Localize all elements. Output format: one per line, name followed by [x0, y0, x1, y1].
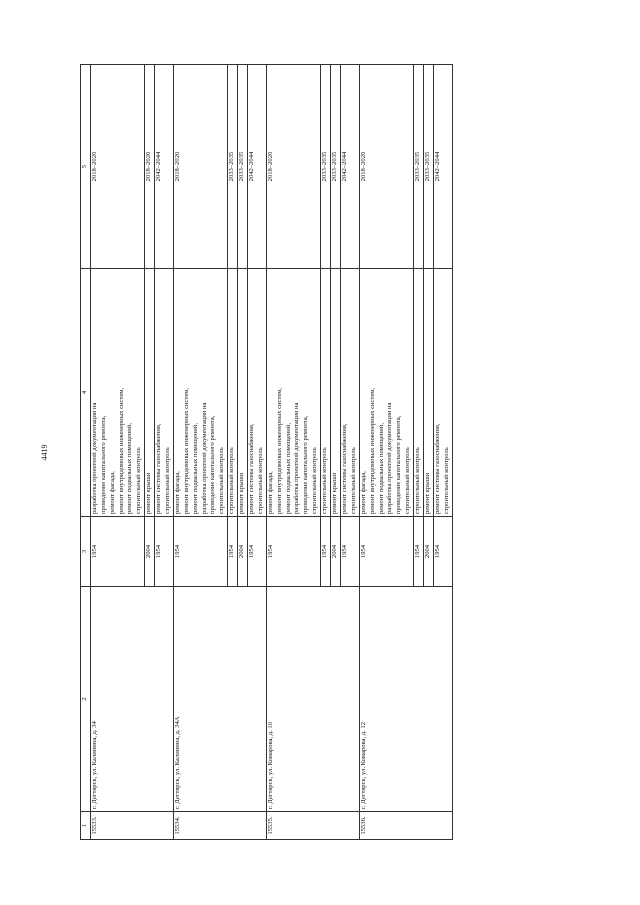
- entry-address: г. Дегтярск, ул. Калинина, д. 34А: [173, 587, 266, 812]
- work-line: проведение капитального ремонта,: [302, 415, 310, 514]
- work-types: [321, 269, 331, 517]
- construction-year: 1954: [228, 517, 238, 587]
- construction-year: 2004: [331, 517, 341, 587]
- work-line: ремонт системы газоснабжения,: [340, 423, 348, 514]
- work-line: ремонт крыши: [423, 472, 431, 514]
- work-line: разработка проектной документации на: [200, 402, 208, 514]
- work-types: [228, 269, 238, 517]
- work-line: ремонт крыши: [238, 472, 246, 514]
- repair-period: 2042–2044: [433, 65, 452, 269]
- construction-year: 1954: [90, 517, 144, 587]
- repair-schedule-table: [80, 64, 453, 840]
- repair-period: 2042–2044: [340, 65, 359, 269]
- work-types: [90, 269, 144, 517]
- work-line: ремонт подвальных помещений,: [377, 423, 385, 514]
- work-line: ремонт подвальных помещений,: [284, 423, 292, 514]
- repair-period: 2033–2035: [331, 65, 341, 269]
- entry-number: 15535.: [266, 812, 359, 840]
- construction-year: 1954: [173, 517, 227, 587]
- work-types: [238, 269, 248, 517]
- work-line: ремонт системы газоснабжения,: [433, 423, 441, 514]
- table-row: [90, 65, 144, 840]
- work-types: [433, 269, 452, 517]
- work-line: строительный контроль: [311, 447, 319, 514]
- work-line: строительный контроль: [404, 447, 412, 514]
- entry-number: 15534.: [173, 812, 266, 840]
- work-line: строительный контроль: [256, 447, 264, 514]
- header-row: [81, 65, 91, 840]
- repair-period: 2018–2020: [359, 65, 413, 269]
- header-cell: 2: [81, 587, 91, 812]
- construction-year: 2004: [423, 517, 433, 587]
- header-cell: 4: [81, 269, 91, 517]
- work-line: ремонт системы газоснабжения,: [248, 423, 256, 514]
- construction-year: 1954: [155, 517, 174, 587]
- work-types: [248, 269, 267, 517]
- header-cell: 3: [81, 517, 91, 587]
- work-line: ремонт внутридомовых инженерных систем,: [275, 387, 283, 514]
- repair-period: 2033–2035: [238, 65, 248, 269]
- entry-number: 15533.: [90, 812, 173, 840]
- work-line: строительный контроль: [442, 447, 450, 514]
- construction-year: 1954: [321, 517, 331, 587]
- work-line: строительный контроль: [218, 447, 226, 514]
- repair-period: 2018–2020: [266, 65, 320, 269]
- work-line: строительный контроль: [164, 447, 172, 514]
- work-line: ремонт фасада,: [108, 471, 116, 514]
- work-line: строительный контроль: [414, 447, 422, 514]
- repair-period: 2033–2035: [321, 65, 331, 269]
- construction-year: 1954: [266, 517, 320, 587]
- table-row: [266, 65, 320, 840]
- entry-address: г. Дегтярск, ул. Комарова, д. 12: [359, 587, 452, 812]
- entry-address: г. Дегтярск, ул. Калинина, д. 34: [90, 587, 173, 812]
- repair-period: 2033–2035: [423, 65, 433, 269]
- repair-period: 2018–2020: [90, 65, 144, 269]
- work-types: [423, 269, 433, 517]
- work-line: ремонт крыши: [145, 472, 153, 514]
- construction-year: 1954: [414, 517, 424, 587]
- repair-period: 2042–2044: [155, 65, 174, 269]
- work-line: ремонт внутридомовых инженерных систем,: [182, 387, 190, 514]
- work-line: ремонт подвальных помещений,: [126, 423, 134, 514]
- repair-period: 2018–2020: [173, 65, 227, 269]
- work-line: ремонт системы газоснабжения,: [155, 423, 163, 514]
- header-cell: 5: [81, 65, 91, 269]
- work-types: [145, 269, 155, 517]
- construction-year: 1954: [340, 517, 359, 587]
- entry-address: г. Дегтярск, ул. Комарова, д. 10: [266, 587, 359, 812]
- work-line: проведение капитального ремонта,: [209, 415, 217, 514]
- work-line: ремонт фасада,: [266, 471, 274, 514]
- work-line: ремонт фасада,: [173, 471, 181, 514]
- work-line: ремонт крыши: [331, 472, 339, 514]
- work-line: строительный контроль: [349, 447, 357, 514]
- work-types: [340, 269, 359, 517]
- repair-period: 2042–2044: [248, 65, 267, 269]
- repair-period: 2033–2035: [228, 65, 238, 269]
- work-line: проведение капитального ремонта,: [395, 415, 403, 514]
- work-line: строительный контроль: [228, 447, 236, 514]
- construction-year: 1954: [433, 517, 452, 587]
- work-types: [155, 269, 174, 517]
- table-row: [173, 65, 227, 840]
- entry-number: 15536.: [359, 812, 452, 840]
- work-line: ремонт подвальных помещений,: [191, 423, 199, 514]
- construction-year: 2004: [145, 517, 155, 587]
- construction-year: 1954: [359, 517, 413, 587]
- construction-year: 2004: [238, 517, 248, 587]
- work-line: ремонт внутридомовых инженерных систем,: [368, 387, 376, 514]
- page-number: 4419: [40, 444, 49, 461]
- work-types: [173, 269, 227, 517]
- work-line: строительный контроль: [321, 447, 329, 514]
- work-line: разработка проектной документации на: [386, 402, 394, 514]
- repair-period: 2018–2020: [145, 65, 155, 269]
- work-types: [359, 269, 413, 517]
- work-types: [331, 269, 341, 517]
- header-cell: 1: [81, 812, 91, 840]
- work-line: ремонт фасада,: [359, 471, 367, 514]
- table-row: [359, 65, 413, 840]
- construction-year: 1954: [248, 517, 267, 587]
- work-line: ремонт внутридомовых инженерных систем,: [117, 387, 125, 514]
- repair-period: 2033–2035: [414, 65, 424, 269]
- work-line: разработка проектной документации на: [90, 402, 98, 514]
- work-line: разработка проектной документации на: [293, 402, 301, 514]
- work-types: [266, 269, 320, 517]
- work-line: строительный контроль: [135, 447, 143, 514]
- work-types: [414, 269, 424, 517]
- work-line: проведение капитального ремонта,: [99, 415, 107, 514]
